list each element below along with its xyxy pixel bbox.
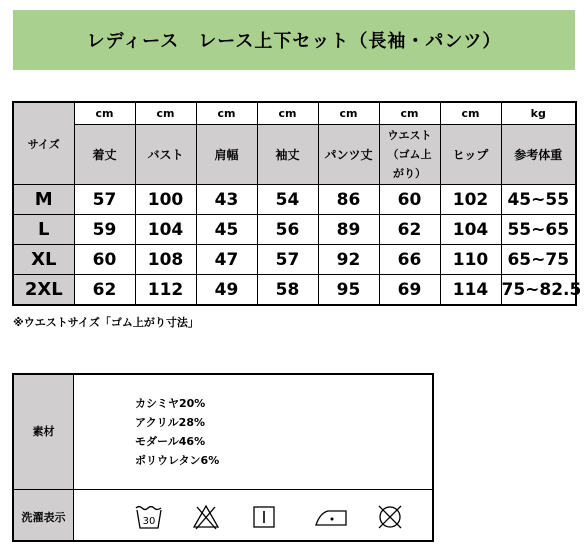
material-care-box (12, 373, 434, 542)
no-bleach-icon (192, 503, 220, 531)
table-cell: 66 (379, 245, 440, 275)
size-table (12, 101, 582, 306)
table-cell: 110 (440, 245, 501, 275)
no-dry-clean-icon (376, 503, 404, 531)
table-cell: 57 (74, 185, 135, 215)
page-title: レディース レース上下セット（長袖・パンツ） (13, 10, 575, 70)
unit-cell: kg (501, 102, 576, 125)
table-cell: 54 (257, 185, 318, 215)
material-list (135, 394, 219, 470)
table-cell: 114 (440, 275, 501, 306)
unit-cell: cm (318, 102, 379, 125)
table-cell: 60 (379, 185, 440, 215)
care-label: 洗濯表示 (21, 511, 66, 524)
table-cell: 108 (135, 245, 196, 275)
unit-cell: cm (196, 102, 257, 125)
table-row (13, 245, 576, 275)
material-item: モダール46% (135, 435, 206, 448)
waist-line: （ゴム上 (387, 148, 432, 161)
table-cell: 58 (257, 275, 318, 306)
table-row (13, 215, 576, 245)
table-cell: 43 (196, 185, 257, 215)
table-cell: 49 (196, 275, 257, 306)
table-cell: 102 (440, 185, 501, 215)
table-cell: 92 (318, 245, 379, 275)
material-item: カシミヤ20% (135, 397, 206, 410)
waist-note: ※ウエストサイズ「ゴム上がり寸法」 (13, 316, 199, 329)
table-cell: 57 (257, 245, 318, 275)
line-dry-icon (251, 504, 277, 530)
table-cell: 47 (196, 245, 257, 275)
table-cell: 95 (318, 275, 379, 306)
unit-cell: cm (440, 102, 501, 125)
table-row (13, 275, 576, 306)
table-cell: 59 (74, 215, 135, 245)
column-header: ヒップ (440, 125, 501, 185)
iron-low-icon (314, 505, 348, 529)
table-cell: 65~75 (501, 245, 576, 275)
table-cell: 55~65 (501, 215, 576, 245)
unit-cell: cm (135, 102, 196, 125)
table-cell: 112 (135, 275, 196, 306)
size-label: L (13, 215, 74, 245)
table-cell: 86 (318, 185, 379, 215)
column-header: 参考体重 (501, 125, 576, 185)
column-header: 肩幅 (196, 125, 257, 185)
wash-temp: 30 (142, 516, 156, 527)
material-item: ポリウレタン6% (135, 454, 220, 467)
table-cell: 60 (74, 245, 135, 275)
material-label: 素材 (32, 425, 55, 438)
column-header: バスト (135, 125, 196, 185)
column-header: 袖丈 (257, 125, 318, 185)
unit-cell: cm (379, 102, 440, 125)
table-cell: 45~55 (501, 185, 576, 215)
table-cell: 56 (257, 215, 318, 245)
table-cell: 45 (196, 215, 257, 245)
size-header: サイズ (13, 102, 74, 185)
table-cell: 89 (318, 215, 379, 245)
column-header: パンツ丈 (318, 125, 379, 185)
size-label: XL (13, 245, 74, 275)
table-cell: 100 (135, 185, 196, 215)
waist-line: ウエスト (387, 129, 432, 142)
table-cell: 75~82.5 (501, 275, 576, 306)
size-label: 2XL (13, 275, 74, 306)
unit-cell: cm (74, 102, 135, 125)
waist-line: がり） (393, 167, 426, 180)
table-cell: 104 (440, 215, 501, 245)
table-cell: 69 (379, 275, 440, 306)
table-row (13, 185, 576, 215)
unit-cell: cm (257, 102, 318, 125)
material-item: アクリル28% (135, 416, 205, 429)
table-cell: 104 (135, 215, 196, 245)
table-cell: 62 (74, 275, 135, 306)
table-cell: 62 (379, 215, 440, 245)
wash-30-icon (134, 503, 164, 531)
size-label: M (13, 185, 74, 215)
divider (14, 489, 432, 490)
column-header-waist (379, 125, 440, 185)
column-header: 着丈 (74, 125, 135, 185)
